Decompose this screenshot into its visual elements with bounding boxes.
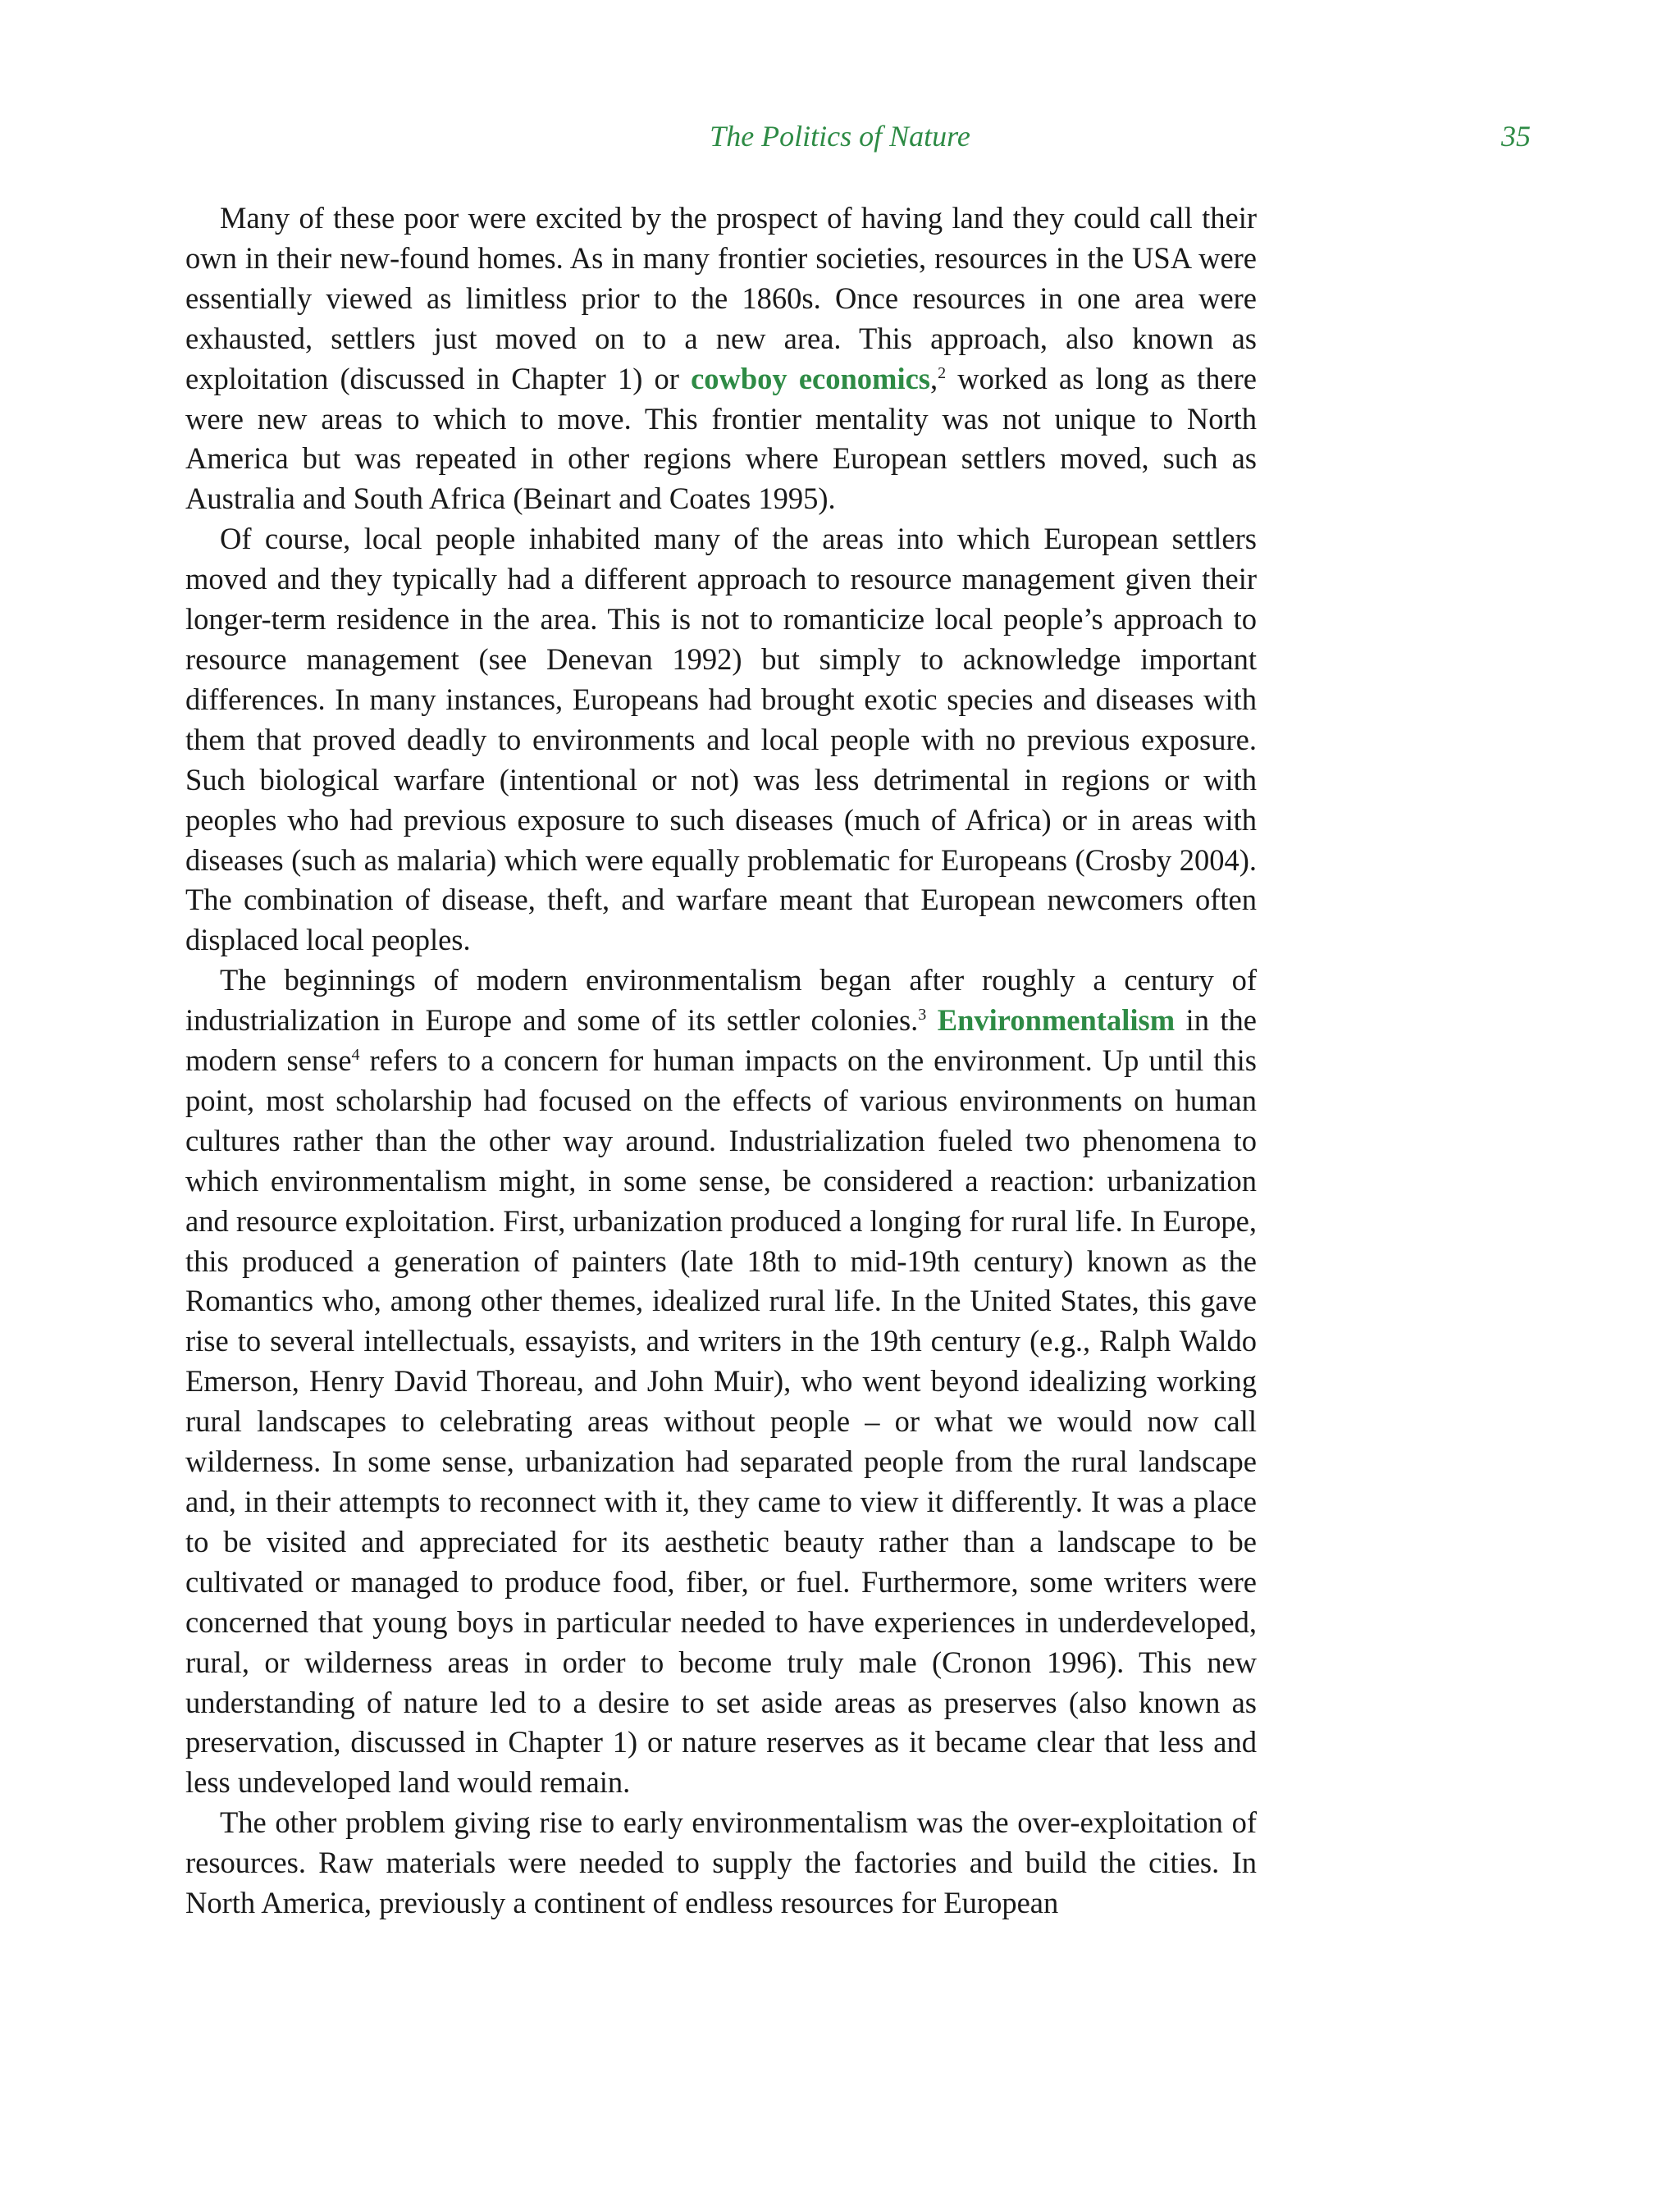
paragraph-3-text-a: The beginnings of modern environmentalism began after roughly a century of industrialization in Europe and some of its settler colonies. [185, 963, 1257, 1038]
paragraph-1-text-b: worked as long as there were new areas to which to move. This frontier mentality was not unique to North America but was repeated in other regions where European settlers moved, such as Australia and South Africa (Beinart and Coates 1995). [185, 361, 1257, 516]
paragraph-1-text-a: Many of these poor were excited by the prospect of having land they could call their own in their new-found homes. As in many frontier societies, resources in the USA were essentially viewed as limitless prior to the 1860s. Once resources in one area were exhausted, settlers just moved on to a new area. This approach, also known as exploitation (discussed in Chapter 1) or [185, 201, 1257, 395]
paragraph-3 [185, 961, 1257, 1803]
footnote-ref-3: 3 [918, 1005, 927, 1024]
paragraph-3-text-b: in the modern sense [185, 1003, 1258, 1078]
paragraph-1-comma: , [930, 361, 938, 395]
body-text [185, 199, 1257, 1924]
paragraph-1 [185, 199, 1257, 519]
key-term-cowboy-economics: cowboy economics [691, 361, 930, 395]
footnote-ref-2: 2 [938, 363, 947, 382]
running-head [0, 119, 1680, 168]
paragraph-4: The other problem giving rise to early environmentalism was the over-exploitation of resources. Raw materials were needed to supply the factories and build the cities. In North America, previously a continent of endless resources for European [185, 1805, 1257, 1920]
page-number: 35 [1501, 120, 1531, 153]
footnote-ref-4: 4 [351, 1045, 360, 1064]
running-title: The Politics of Nature [710, 120, 970, 153]
paragraph-3-text-c: refers to a concern for human impacts on the environment. Up until this point, most scholarship had focused on the effects of various environments on human cultures rather than the other way around. Industrialization fueled two phenomena to which environmentalism might, in some sense, be considered a reaction: urbanization and resource exploitation. First, urbanization produced a longing for rural life. In Europe, this produced a generation of painters (late 18th to mid-19th century) known as the Romantics who, among other themes, idealized rural life. In the United States, this gave rise to several intellectuals, essayists, and writers in the 19th century (e.g., Ralph Waldo Emerson, Henry David Thoreau, and John Muir), who went beyond idealizing working rural landscapes to celebrating areas without people – or what we would now call wilderness. In some sense, urbanization had separated people from the rural landscape and, in their attempts to reconnect with it, they came to view it differently. It was a place to be visited and appreciated for its aesthetic beauty rather than a landscape to be cultivated or managed to produce food, fiber, or fuel. Furthermore, some writers were concerned that young boys in particular needed to have experiences in underdeveloped, rural, or wilderness areas in order to become truly male (Cronon 1996). This new understanding of nature led to a desire to set aside areas as preserves (also known as preservation, discussed in Chapter 1) or nature reserves as it became clear that less and less undeveloped land would remain. [185, 1043, 1257, 1800]
paragraph-2: Of course, local people inhabited many of the areas into which European settlers moved and they typically had a different approach to resource management given their longer-term residence in the area. This is not to romanticize local people’s approach to resource management (see Denevan 1992) but simply to acknowledge important differences. In many instances, Europeans had brought exotic species and diseases with them that proved deadly to environments and local people with no previous exposure. Such biological warfare (intentional or not) was less detrimental in regions or with peoples who had previous exposure to such diseases (much of Africa) or in areas with diseases (such as malaria) which were equally problematic for Europeans (Crosby 2004). The combination of disease, theft, and warfare meant that European newcomers often displaced local peoples. [185, 522, 1257, 957]
key-term-environmentalism: Environmentalism [937, 1003, 1176, 1038]
